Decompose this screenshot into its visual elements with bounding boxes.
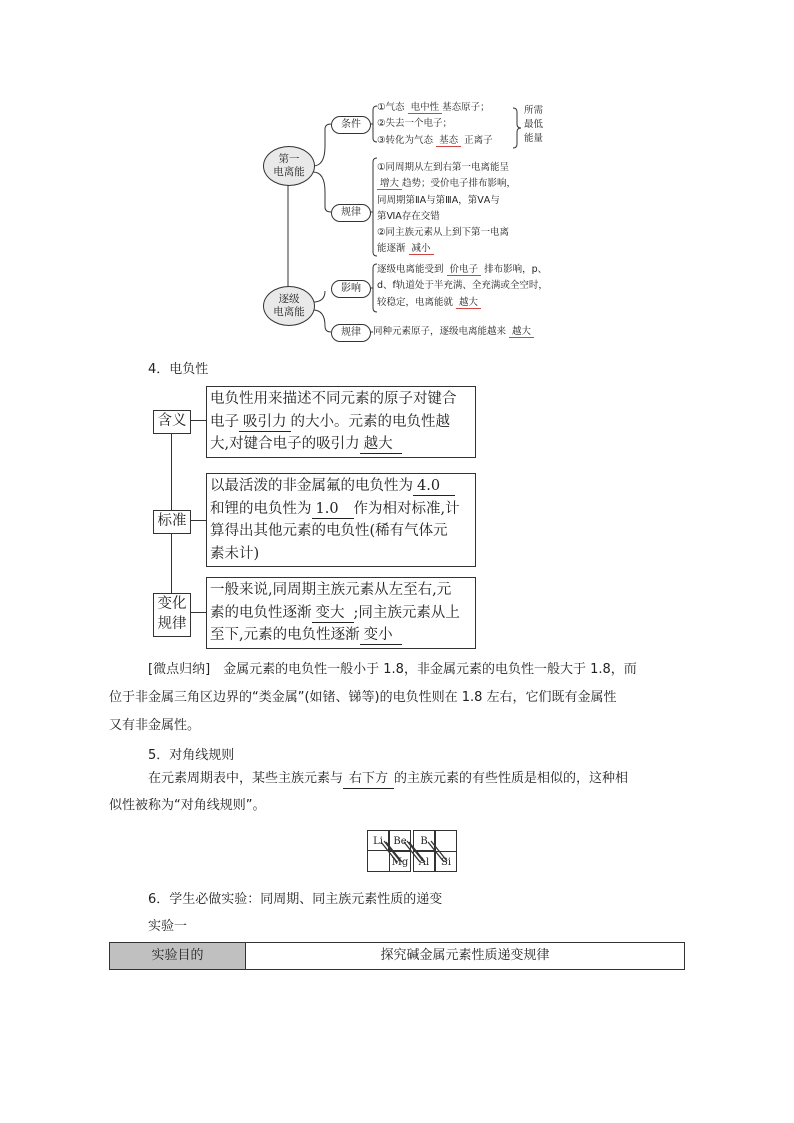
experiment-table bbox=[109, 942, 685, 970]
conditions-pill: 条件 bbox=[331, 116, 371, 134]
section-5-paragraph-2: 似性被称为“对角线规则”。 bbox=[109, 798, 266, 813]
first-ionization-label: 第一 电离能 bbox=[273, 153, 305, 178]
note-line-2: 位于非金属三角区边界的“类金属”(如锗、锑等)的电负性则在 1.8 左右，它们既有金属性 bbox=[109, 690, 617, 705]
rule-successive-pill: 规律 bbox=[331, 324, 371, 342]
answer-blank: 增大 bbox=[377, 178, 402, 190]
rule-first-line-1: ①同周期从左到右第一电离能呈 bbox=[377, 162, 510, 173]
box-standard bbox=[206, 473, 476, 567]
successive-ionization-node bbox=[263, 286, 315, 326]
standard-line-2: 和锂的电负性为 1.0 作为相对标准,计 bbox=[210, 500, 460, 517]
answer-blank: 越大 bbox=[360, 436, 402, 454]
answer-blank: 变小 bbox=[360, 627, 402, 645]
answer-blank: 电中性 bbox=[408, 102, 443, 114]
box-trend bbox=[206, 577, 476, 649]
influence-pill: 影响 bbox=[331, 280, 371, 298]
label-standard: 标准 bbox=[153, 510, 191, 534]
label-trend-line-2: 规律 bbox=[157, 616, 187, 632]
answer-blank: 减小 bbox=[409, 243, 434, 255]
influence-line-1: 逐级电离能受到 价电子 排布影响，p、 bbox=[377, 264, 548, 275]
section-5-heading: 5．对角线规则 bbox=[148, 748, 235, 763]
section-5-paragraph-1: 在元素周期表中，某些主族元素与 右下方 的主族元素的有些性质是相似的，这种相 bbox=[148, 766, 628, 792]
influence-text bbox=[377, 262, 548, 311]
element-cell: Li bbox=[367, 830, 389, 851]
label-trend bbox=[153, 593, 191, 637]
section-6-heading: 6．学生必做实验：同周期、同主族元素性质的递变 bbox=[148, 892, 443, 907]
rule-first-line-2: 增大 趋势；受价电子排布影响， bbox=[377, 176, 516, 192]
diagonal-arrows bbox=[367, 830, 459, 874]
section-4-heading: 4．电负性 bbox=[148, 362, 209, 377]
answer-blank: 右下方 bbox=[343, 770, 394, 789]
element-cell: B bbox=[413, 830, 435, 851]
rule-first-pill: 规律 bbox=[331, 204, 371, 222]
answer-blank: 价电子 bbox=[447, 264, 482, 276]
rule-first-line-3: 同周期第ⅡA与第ⅢA，第ⅤA与 bbox=[377, 194, 500, 206]
element-cell: Be bbox=[389, 830, 411, 851]
diagonal-rule-grid bbox=[367, 830, 459, 874]
rule-first-line-4: 第ⅥA存在交错 bbox=[377, 210, 440, 222]
ionization-energy-mindmap bbox=[255, 96, 575, 342]
box-meaning bbox=[206, 386, 476, 458]
label-meaning: 含义 bbox=[153, 410, 191, 434]
note-line-3: 又有非金属性。 bbox=[109, 718, 201, 733]
meaning-line-2: 电子 吸引力 的大小。元素的电负性越 bbox=[210, 413, 450, 430]
table-header-purpose: 实验目的 bbox=[110, 943, 246, 969]
answer-blank: 变大 bbox=[312, 605, 354, 623]
rule-first-line-6: 能逐渐 减小 bbox=[377, 241, 516, 257]
meaning-line-1: 电负性用来描述不同元素的原子对键合 bbox=[210, 391, 457, 407]
conditions-text bbox=[377, 100, 493, 149]
condition-line-1: ①气态 电中性 基态原子； bbox=[377, 102, 490, 113]
influence-line-2: d、f轨道处于半充满、全充满或全空时， bbox=[377, 280, 548, 292]
rule-first-line-5: ②同主族元素从上到下第一电离 bbox=[377, 227, 510, 239]
answer-blank: 1.0 bbox=[312, 501, 354, 519]
rule-successive-text: 同种元素原子，逐级电离能越来 越大 bbox=[373, 324, 534, 340]
trend-line-1: 一般来说,同周期主族元素从左至右,元 bbox=[210, 582, 452, 598]
answer-blank: 越大 bbox=[456, 297, 481, 309]
label-trend-line-1: 变化 bbox=[157, 596, 187, 612]
meaning-line-3: 大,对键合电子的吸引力 越大 bbox=[210, 433, 472, 456]
experiment-one-label: 实验一 bbox=[148, 919, 188, 934]
element-cell: Mg bbox=[389, 851, 411, 872]
element-cell: Si bbox=[435, 851, 457, 872]
rule-first-text bbox=[377, 160, 516, 258]
trend-line-2: 素的电负性逐渐 变大 ;同主族元素从上 bbox=[210, 604, 460, 621]
standard-line-4: 素未计) bbox=[210, 545, 260, 562]
connector-standard bbox=[189, 520, 206, 521]
connector-trend bbox=[189, 612, 206, 613]
first-ionization-node bbox=[263, 146, 315, 186]
influence-line-3: 较稳定，电离能就 越大 bbox=[377, 295, 548, 311]
answer-blank: 吸引力 bbox=[239, 414, 291, 432]
answer-blank: 越大 bbox=[509, 326, 534, 338]
successive-ionization-label: 逐级 电离能 bbox=[273, 293, 305, 318]
answer-blank: 基态 bbox=[436, 135, 461, 147]
standard-line-3: 算得出其他元素的电负性(稀有气体元 bbox=[210, 523, 448, 539]
standard-line-1: 以最活泼的非金属氟的电负性为 4.0 bbox=[210, 475, 472, 498]
trend-line-3: 至下,元素的电负性逐渐 变小 bbox=[210, 624, 472, 647]
connector-meaning bbox=[189, 420, 206, 421]
note-line-1: [微点归纳] 金属元素的电负性一般小于 1.8，非金属元素的电负性一般大于 1.8，而 bbox=[148, 662, 637, 677]
table-cell-purpose: 探究碱金属元素性质递变规律 bbox=[380, 948, 550, 963]
element-cell: Al bbox=[413, 851, 435, 872]
energy-note: 所需 最低 能量 bbox=[524, 105, 544, 144]
answer-blank: 4.0 bbox=[413, 478, 455, 496]
condition-line-2: ②失去一个电子； bbox=[377, 118, 453, 130]
condition-line-3: ③转化为气态 基态 正离子 bbox=[377, 134, 493, 146]
